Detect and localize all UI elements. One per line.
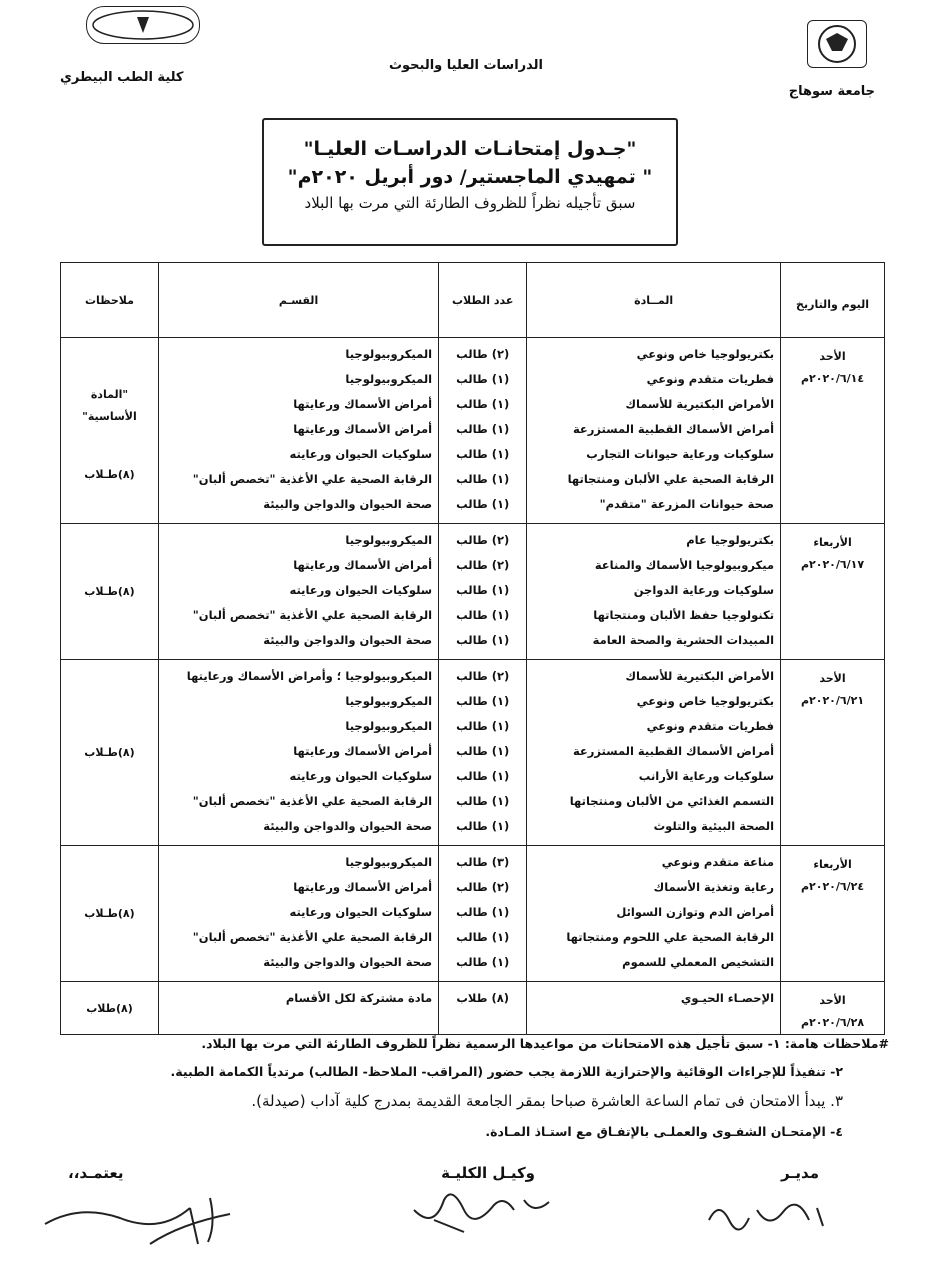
day-cell (781, 524, 885, 660)
day-date: ٢٠٢٠/٦/٢٤م (800, 880, 865, 893)
subject-line: بكتريولوجيا خاص ونوعي (636, 694, 775, 708)
subject-cell (527, 660, 781, 846)
subject-line: التسمم الغذائي من الألبان ومنتجاتها (569, 794, 775, 808)
subject-cell (527, 846, 781, 982)
note-3: ٣. يبدأ الامتحان فى تمام الساعة العاشرة صباحا بمقر الجامعة القديمة بمدرج كلية آداب (صيدلة). (251, 1092, 843, 1110)
title-line-3: سبق تأجيله نظراً للظروف الطارئة التي مرت بها البلاد (304, 194, 636, 212)
dept-line: الميكروبيولوجيا (345, 372, 433, 386)
count-cell (439, 660, 527, 846)
dept-line: سلوكيات الحيوان ورعايته (289, 447, 433, 461)
count-line: (١) طالب (456, 583, 510, 597)
university-logo (807, 20, 867, 68)
table-header-row (61, 263, 885, 338)
day-name: الأحد (819, 350, 846, 363)
header-notes: ملاحظات (61, 263, 159, 338)
count-line: (١) طالب (456, 694, 510, 708)
day-cell (781, 338, 885, 524)
subject-line: المبيدات الحشرية والصحة العامة (592, 633, 775, 647)
dept-line: صحة الحيوان والدواجن والبيئة (263, 955, 433, 969)
subject-line: أمراض الدم وتوازن السوائل (616, 905, 775, 919)
dean-signature (40, 1184, 240, 1254)
count-line: (١) طالب (456, 930, 510, 944)
dept-line: أمراض الأسماك ورعايتها (293, 558, 433, 572)
dept-line: صحة الحيوان والدواجن والبيئة (263, 819, 433, 833)
dept-cell (158, 982, 438, 1035)
note-count: (٨)طلاب (86, 1001, 133, 1015)
count-cell (439, 524, 527, 660)
count-line: (٢) طالب (456, 558, 510, 572)
day-date: ٢٠٢٠/٦/٢١م (800, 694, 865, 707)
count-line: (١) طالب (456, 447, 510, 461)
dept-line: الرقابة الصحية علي الأغذية "تخصص ألبان" (192, 794, 433, 808)
table-row (61, 982, 885, 1035)
subject-line: فطريات متقدم ونوعي (646, 719, 775, 733)
subject-line: بكتريولوجيا خاص ونوعي (636, 347, 775, 361)
title-box (262, 118, 678, 246)
director-signature (699, 1190, 839, 1240)
note-4: ٤- الإمتحـان الشفـوى والعملـى بالإتفـاق مع استـاذ المـادة. (485, 1124, 843, 1139)
count-line: (٢) طالب (456, 880, 510, 894)
notes-cell (61, 982, 159, 1035)
notes-cell (61, 338, 159, 524)
day-date: ٢٠٢٠/٦/١٧م (800, 558, 865, 571)
notes-cell (61, 660, 159, 846)
subject-line: الصحة البيئية والتلوث (653, 819, 775, 833)
approved-label: يعتمـد،، (68, 1164, 124, 1182)
count-line: (٣) طالب (456, 855, 510, 869)
title-line-2: " تمهيدي الماجستير/ دور أبريل ٢٠٢٠م" (287, 166, 653, 188)
count-line: (١) طالب (456, 955, 510, 969)
subject-line: صحة حيوانات المزرعة "متقدم" (599, 497, 775, 511)
table-row (61, 338, 885, 524)
day-date: ٢٠٢٠/٦/١٤م (800, 372, 865, 385)
count-line: (١) طالب (456, 769, 510, 783)
dept-line: سلوكيات الحيوان ورعايته (289, 769, 433, 783)
dept-line: سلوكيات الحيوان ورعايته (289, 583, 433, 597)
dept-line: مادة مشتركة لكل الأقسام (285, 991, 433, 1005)
title-line-1: "جـدول إمتحانـات الدراسـات العليـا" (303, 138, 637, 160)
day-cell (781, 982, 885, 1035)
note-count: (٨)طـلاب (84, 585, 135, 598)
university-name: جامعة سوهاج (788, 84, 875, 99)
count-line: (١) طالب (456, 819, 510, 833)
dept-line: الميكروبيولوجيا ؛ وأمراض الأسماك ورعايتها (186, 669, 433, 683)
day-cell (781, 660, 885, 846)
dept-line: أمراض الأسماك ورعايتها (293, 880, 433, 894)
table-row (61, 660, 885, 846)
exam-schedule-table (60, 262, 885, 1035)
dept-line: الميكروبيولوجيا (345, 694, 433, 708)
subject-line: الإحصـاء الحيـوي (680, 991, 775, 1005)
subject-cell (527, 338, 781, 524)
count-line: (١) طالب (456, 794, 510, 808)
count-cell (439, 338, 527, 524)
dept-cell (158, 660, 438, 846)
subject-line: الأمراض البكتيرية للأسماك (625, 669, 775, 683)
department-name: الدراسات العليا والبحوث (388, 58, 543, 73)
note-main-subject: "المادة الأساسية" (82, 388, 137, 423)
dept-line: صحة الحيوان والدواجن والبيئة (263, 633, 433, 647)
dept-line: الميكروبيولوجيا (345, 719, 433, 733)
faculty-logo (86, 6, 200, 44)
dept-line: أمراض الأسماك ورعايتها (293, 744, 433, 758)
count-line: (٢) طالب (456, 347, 510, 361)
day-name: الأربعاء (813, 536, 852, 549)
dept-line: الرقابة الصحية علي الأغذية "تخصص ألبان" (192, 608, 433, 622)
subject-line: فطريات متقدم ونوعي (646, 372, 775, 386)
day-name: الأحد (819, 672, 846, 685)
notes-line-1 (29, 1036, 889, 1051)
notes-cell (61, 846, 159, 982)
count-line: (١) طالب (456, 372, 510, 386)
count-line: (١) طالب (456, 633, 510, 647)
subject-line: أمراض الأسماك القطبية المستزرعة (572, 422, 775, 436)
dept-cell (158, 846, 438, 982)
faculty-name: كلية الطب البيطري (60, 70, 184, 85)
dept-line: أمراض الأسماك ورعايتها (293, 397, 433, 411)
count-line: (٢) طالب (456, 533, 510, 547)
table-row (61, 524, 885, 660)
count-cell (439, 982, 527, 1035)
note-1: ١- سبق تأجيل هذه الامتحانات من مواعيدها الرسمية نظراً للظروف الطارئة التي مرت بها البلاد. (201, 1036, 781, 1051)
count-cell (439, 846, 527, 982)
header-dept: القسـم (158, 263, 438, 338)
dept-line: الميكروبيولوجيا (345, 855, 433, 869)
subject-cell (527, 524, 781, 660)
count-line: (٨) طلاب (456, 991, 510, 1005)
day-name: الأحد (819, 994, 846, 1007)
note-count: (٨)طـلاب (84, 468, 135, 481)
count-line: (١) طالب (456, 744, 510, 758)
director-label: مديـر (780, 1164, 819, 1182)
subject-line: الأمراض البكتيرية للأسماك (625, 397, 775, 411)
subject-line: رعاية وتغذية الأسماك (653, 880, 775, 894)
dept-line: صحة الحيوان والدواجن والبيئة (263, 497, 433, 511)
header-count: عدد الطلاب (439, 263, 527, 338)
dept-line: الرقابة الصحية علي الأغذية "تخصص ألبان" (192, 930, 433, 944)
vice-dean-signature (404, 1180, 564, 1240)
subject-line: ميكروبيولوجيا الأسماك والمناعة (594, 558, 775, 572)
dept-cell (158, 524, 438, 660)
dept-line: الميكروبيولوجيا (345, 347, 433, 361)
subject-cell (527, 982, 781, 1035)
count-line: (١) طالب (456, 422, 510, 436)
dept-line: سلوكيات الحيوان ورعايته (289, 905, 433, 919)
subject-line: الرقابة الصحية علي اللحوم ومنتجاتها (566, 930, 775, 944)
header-subject: المــادة (527, 263, 781, 338)
dept-cell (158, 338, 438, 524)
count-line: (١) طالب (456, 905, 510, 919)
count-line: (١) طالب (456, 608, 510, 622)
subject-line: تكنولوجيا حفظ الألبان ومنتجاتها (593, 608, 775, 622)
dept-line: الميكروبيولوجيا (345, 533, 433, 547)
notes-label: #ملاحظات هامة: (784, 1036, 889, 1051)
subject-line: بكتريولوجيا عام (686, 533, 775, 547)
note-count: (٨)طـلاب (84, 907, 135, 920)
note-2: ٢- تنفيذاً للإجراءات الوقائية والإحترازية اللازمة يجب حضور (المراقب- الملاحظ- الطالب) مرتدياً الكمامة الطبية. (170, 1064, 843, 1079)
dept-line: أمراض الأسماك ورعايتها (293, 422, 433, 436)
day-date: ٢٠٢٠/٦/٢٨م (800, 1016, 865, 1029)
count-line: (١) طالب (456, 397, 510, 411)
count-line: (٢) طالب (456, 669, 510, 683)
day-cell (781, 846, 885, 982)
note-count: (٨)طـلاب (84, 746, 135, 759)
count-line: (١) طالب (456, 497, 510, 511)
subject-line: مناعة متقدم ونوعي (661, 855, 775, 869)
count-line: (١) طالب (456, 472, 510, 486)
subject-line: التشخيص المعملي للسموم (622, 955, 775, 969)
table-row (61, 846, 885, 982)
count-line: (١) طالب (456, 719, 510, 733)
subject-line: سلوكيات ورعاية الدواجن (633, 583, 775, 597)
subject-line: أمراض الأسماك القطبية المستزرعة (572, 744, 775, 758)
subject-line: سلوكيات ورعاية حيوانات التجارب (586, 447, 775, 461)
notes-cell (61, 524, 159, 660)
dept-line: الرقابة الصحية علي الأغذية "تخصص ألبان" (192, 472, 433, 486)
day-name: الأربعاء (813, 858, 852, 871)
subject-line: سلوكيات ورعاية الأرانب (638, 769, 775, 783)
header-day: اليوم والتاريخ (781, 263, 885, 338)
subject-line: الرقابة الصحية علي الألبان ومنتجاتها (567, 472, 775, 486)
vice-dean-label: وكيـل الكليـة (441, 1164, 535, 1182)
